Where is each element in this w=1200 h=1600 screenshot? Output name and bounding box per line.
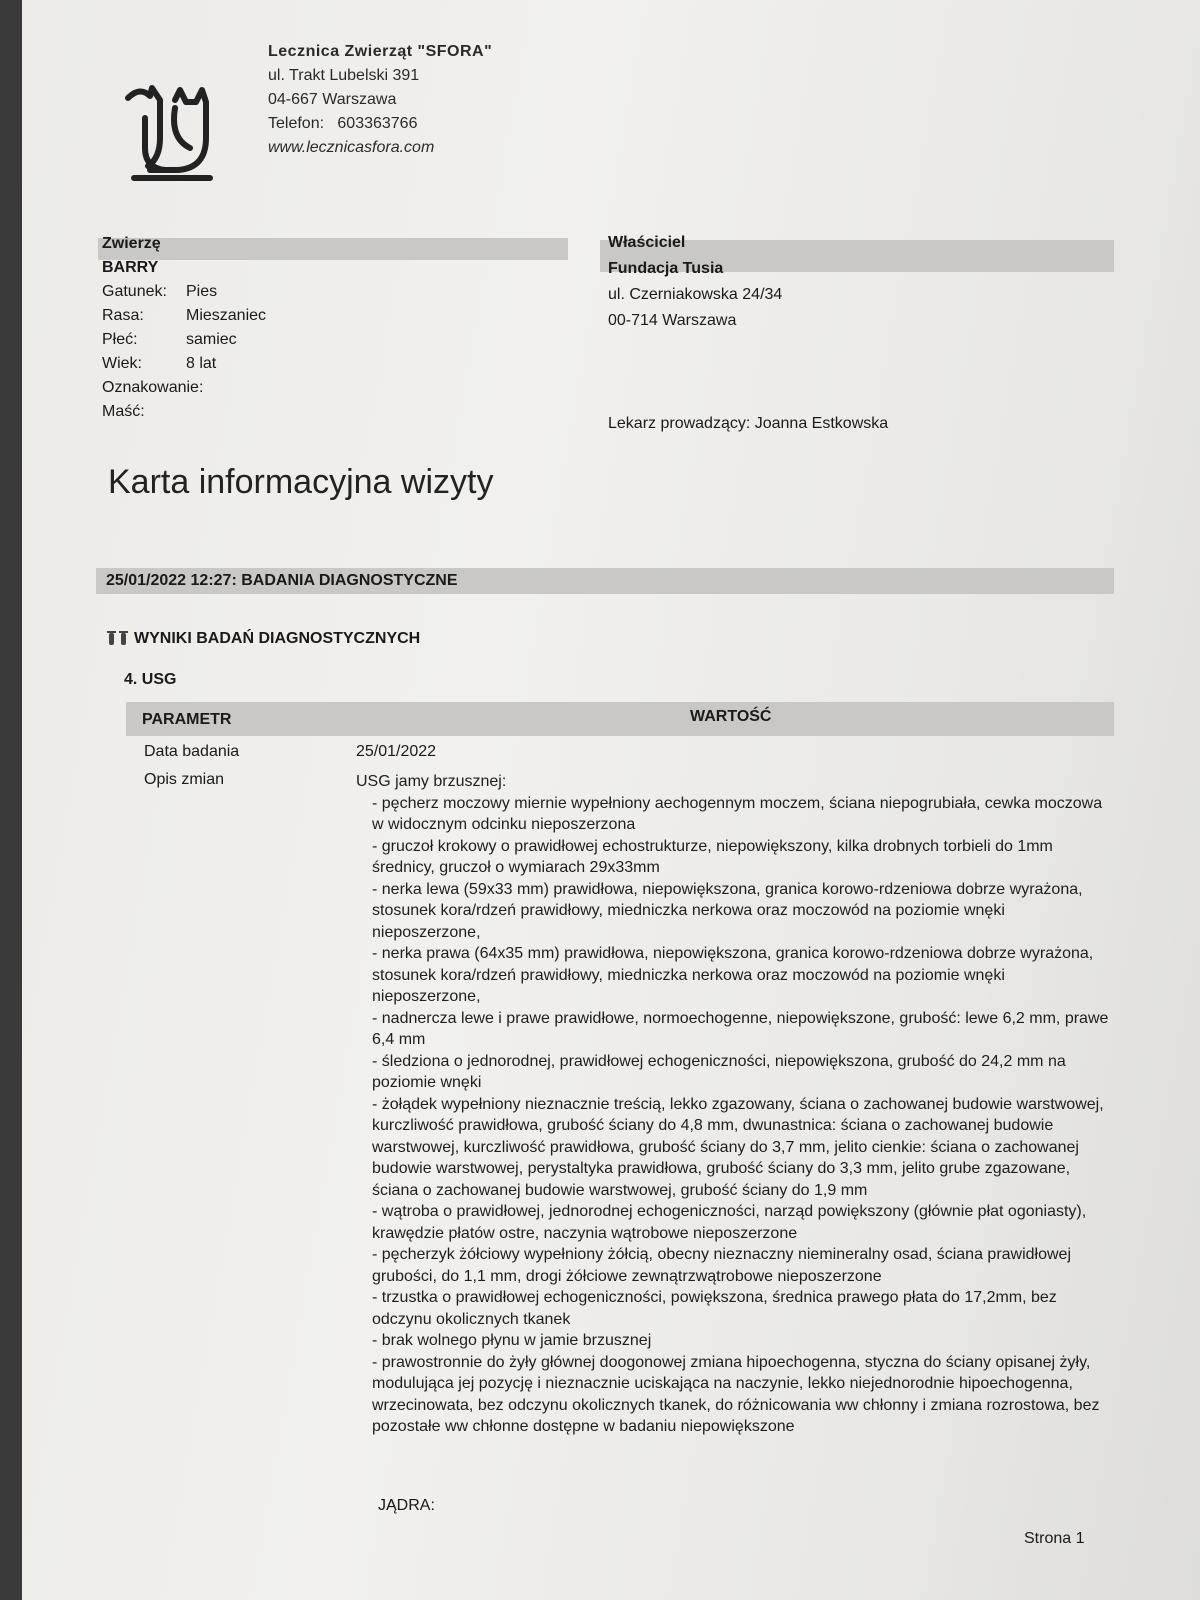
table-header-bar (126, 702, 1114, 736)
clinic-phone: Telefon: 603363766 (268, 115, 418, 132)
list-item: - śledziona o jednorodnej, prawidłowej echogeniczności, niepowiększona, grubość do 24,2 mm na poziomie wnęki (372, 1052, 1066, 1091)
owner-name: Fundacja Tusia (608, 260, 724, 277)
date-value: 25/01/2022 (356, 743, 437, 760)
exam-title: 4. USG (124, 671, 177, 688)
results-title: WYNIKI BADAŃ DIAGNOSTYCZNYCH (134, 630, 421, 647)
list-item: - gruczoł krokowy o prawidłowej echostrukturze, niepowiększony, kilka drobnych torbieli do 1mm średnicy, gruczoł o wymiarach 29x33mm (372, 837, 1053, 876)
date-label: Data badania (144, 743, 240, 760)
owner-street: ul. Czerniakowska 24/34 (608, 286, 783, 303)
animal-field: Oznakowanie: (102, 379, 204, 396)
animal-name: BARRY (102, 259, 159, 276)
owner-heading: Właściciel (608, 234, 686, 251)
column-header-value: WARTOŚĆ (690, 708, 772, 725)
clinic-street: ul. Trakt Lubelski 391 (268, 67, 420, 84)
test-tubes-icon (106, 630, 130, 648)
list-item: - nerka prawa (64x35 mm) prawidłowa, niepowiększona, granica korowo-rdzeniowa dobrze wyrażona, stosunek kora/rdzeń prawidłowy, miedniczka nerkowa oraz moczowód na poziomie wnęki nieposzerzone, (372, 945, 1094, 1005)
page-title: Karta informacyjna wizyty (108, 463, 494, 501)
cat-dog-logo-icon (120, 78, 220, 188)
clinic-name: Lecznica Zwierząt "SFORA" (268, 43, 493, 60)
clinic-info (268, 40, 492, 160)
visit-header: 25/01/2022 12:27: BADANIA DIAGNOSTYCZNE (106, 572, 458, 589)
list-item: - prawostronnie do żyły głównej doogonowej zmiana hipoechogenna, styczna do ściany opisanej żyły, modulująca jej pozycję i nieznacznie uciskająca na naczynie, lekko niejednorodnie hipoechogenna, wrzecinowata, bez odczynu okolicznych tkanek, do różnicowania ww chłonny i zmiana rozrostowa, bez pozostałe ww chłonne dostępne w badaniu niepowiększone (372, 1353, 1100, 1435)
list-item: - brak wolnego płynu w jamie brzusznej (372, 1332, 652, 1349)
testes-label: JĄDRA: (378, 1497, 435, 1514)
animal-heading: Zwierzę (102, 235, 161, 252)
list-item: - wątroba o prawidłowej, jednorodnej echogeniczności, narząd powiększony (głównie płat ogoniasty), krawędzie płatów ostre, naczynia wątrobowe nieposzerzone (372, 1203, 1087, 1242)
doctor-line: Lekarz prowadzący: Joanna Estkowska (608, 415, 889, 432)
list-item: - trzustka o prawidłowej echogeniczności, powiększona, średnica prawego płata do 17,2mm, bez odczynu okolicznych tkanek (372, 1289, 1057, 1328)
animal-field: Gatunek: Pies (102, 283, 218, 300)
description-head: USG jamy brzusznej: (356, 773, 507, 790)
column-header-param: PARAMETR (142, 711, 232, 728)
page-number: Strona 1 (1024, 1530, 1085, 1547)
animal-field: Wiek: 8 lat (102, 355, 217, 372)
list-item: - żołądek wypełniony nieznacznie treścią, lekko zgazowany, ściana o zachowanej budowie warstwowej, kurczliwość prawidłowa, grubość ściany do 4,8 mm, dwunastnica: ściana o zachowanej budowie warstwowej, kurczliwość prawidłowa, grubość ściany do 3,7 mm, jelito cienkie: ściana o zachowanej budowie warstwowej, perystaltyka prawidłowa, grubość ściany do 3,3 mm, jelito grube zgazowane, ściana o zachowanej budowie warstwowej, grubość ściany do 1,9 mm (372, 1095, 1104, 1199)
list-item: - nerka lewa (59x33 mm) prawidłowa, niepowiększona, granica korowo-rdzeniowa dobrze wyrażona, stosunek kora/rdzeń prawidłowy, miedniczka nerkowa oraz moczowód na poziomie wnęki nieposzerzone, (372, 880, 1083, 941)
animal-section (102, 230, 266, 424)
animal-field: Maść: (102, 403, 145, 420)
list-item: - pęcherzyk żółciowy wypełniony żółcią, obecny nieznaczny niemineralny osad, ściana prawidłowej grubości, do 1,1 mm, drogi żółciowe zewnątrzwątrobowe nieposzerzone (372, 1246, 1072, 1285)
list-item: - nadnercza lewe i prawe prawidłowe, normoechogenne, niepowiększone, grubość: lewe 6,2 mm, prawe 6,4 mm (372, 1009, 1109, 1048)
clinic-website: www.lecznicasfora.com (268, 139, 435, 156)
description-text (356, 771, 1116, 1438)
owner-city: 00-714 Warszawa (608, 312, 737, 329)
clinic-city: 04-667 Warszawa (268, 91, 397, 108)
owner-section (608, 230, 782, 334)
results-header (106, 630, 420, 648)
description-label: Opis zmian (144, 771, 225, 788)
animal-field: Rasa: Mieszaniec (102, 307, 267, 324)
list-item: - pęcherz moczowy miernie wypełniony aechogennym moczem, ściana niepogrubiała, cewka moczowa w widocznym odcinku nieposzerzona (372, 794, 1103, 833)
animal-field: Płeć: samiec (102, 331, 237, 348)
